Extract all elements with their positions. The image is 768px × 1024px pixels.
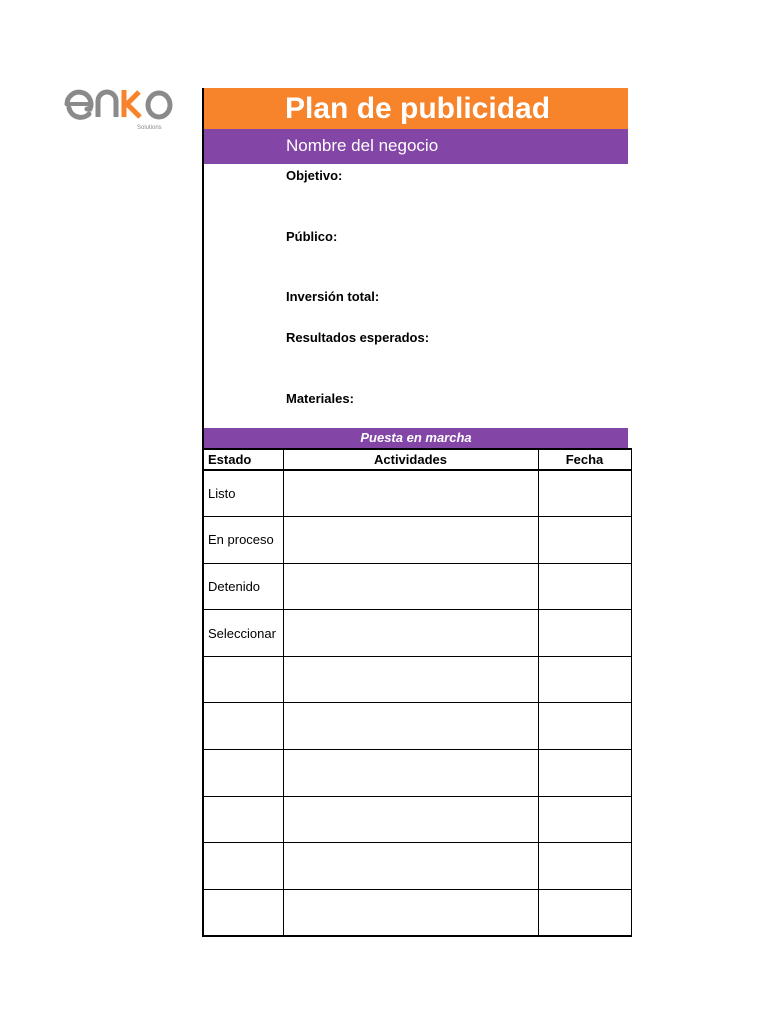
status-cell[interactable] (203, 656, 283, 703)
activity-cell[interactable] (283, 750, 538, 797)
materials-label: Materiales: (286, 391, 354, 406)
audience-label: Público: (286, 229, 338, 244)
table-row (203, 517, 631, 564)
table-row (203, 563, 631, 610)
expected-results-label: Resultados esperados: (286, 330, 430, 345)
section-title: Puesta en marcha (360, 430, 472, 445)
enko-logo-graphic (63, 84, 175, 132)
activities-table (202, 448, 632, 937)
date-cell[interactable] (538, 517, 631, 564)
table-header-row (203, 449, 631, 470)
activity-cell[interactable] (283, 843, 538, 890)
table-row (203, 889, 631, 936)
date-cell[interactable] (538, 563, 631, 610)
status-cell[interactable] (203, 796, 283, 843)
status-cell[interactable]: Listo (203, 470, 283, 517)
table-row (203, 703, 631, 750)
subtitle-bar (204, 129, 628, 164)
activity-cell[interactable] (283, 517, 538, 564)
date-cell[interactable] (538, 610, 631, 657)
date-cell[interactable] (538, 889, 631, 936)
status-cell[interactable] (203, 889, 283, 936)
activity-cell[interactable] (283, 470, 538, 517)
status-cell[interactable]: En proceso (203, 517, 283, 564)
column-header-fecha: Fecha (538, 449, 631, 470)
activity-cell[interactable] (283, 889, 538, 936)
column-header-actividades: Actividades (283, 449, 538, 470)
section-header (204, 428, 628, 448)
advertising-plan-sheet (202, 88, 628, 936)
title-bar (204, 88, 628, 129)
activity-cell[interactable] (283, 656, 538, 703)
table-row (203, 796, 631, 843)
total-investment-label: Inversión total: (286, 289, 380, 304)
status-cell[interactable] (203, 843, 283, 890)
enko-logo (63, 84, 175, 132)
date-cell[interactable] (538, 656, 631, 703)
status-cell[interactable] (203, 750, 283, 797)
date-cell[interactable] (538, 750, 631, 797)
date-cell[interactable] (538, 703, 631, 750)
status-cell[interactable] (203, 703, 283, 750)
activity-cell[interactable] (283, 703, 538, 750)
business-name-field[interactable]: Nombre del negocio (286, 136, 439, 155)
table-row (203, 470, 631, 517)
page-title: Plan de publicidad (285, 92, 551, 125)
activity-cell[interactable] (283, 610, 538, 657)
objective-label: Objetivo: (286, 168, 343, 183)
date-cell[interactable] (538, 843, 631, 890)
activity-cell[interactable] (283, 563, 538, 610)
table-row (203, 750, 631, 797)
logo-tagline: Solutions (137, 125, 162, 131)
table-row (203, 843, 631, 890)
date-cell[interactable] (538, 796, 631, 843)
column-header-estado: Estado (203, 449, 283, 470)
table-row (203, 610, 631, 657)
activity-cell[interactable] (283, 796, 538, 843)
table-row (203, 656, 631, 703)
status-cell[interactable]: Seleccionar (203, 610, 283, 657)
status-cell[interactable]: Detenido (203, 563, 283, 610)
date-cell[interactable] (538, 470, 631, 517)
